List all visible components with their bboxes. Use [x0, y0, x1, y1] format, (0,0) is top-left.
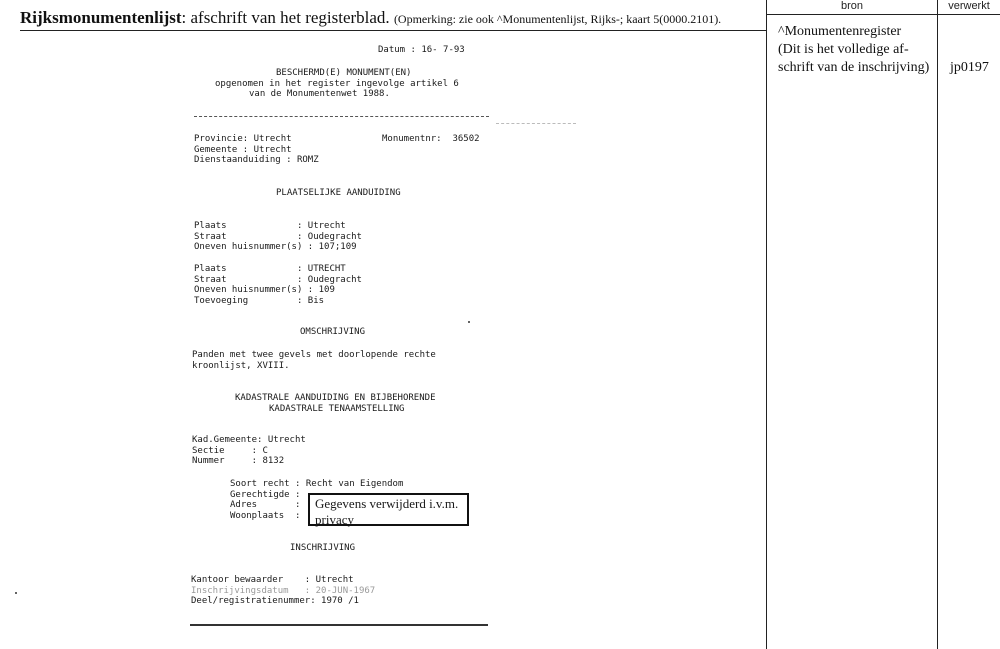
soort-recht: Soort recht : Recht van Eigendom — [230, 479, 404, 489]
inschrijving-heading: INSCHRIJVING — [290, 543, 356, 553]
bron-line: ^Monumentenregister — [778, 24, 902, 39]
bron-column-header: bron — [840, 0, 864, 12]
page-title — [20, 7, 765, 30]
gerechtigde-label: Gerechtigde : — [230, 489, 301, 500]
provincie: Provincie: Utrecht — [194, 134, 292, 144]
block1-line: Plaats : Utrecht — [194, 221, 346, 231]
scan-speck — [15, 592, 17, 594]
block1-line: Oneven huisnummer(s) : 107;109 — [194, 242, 357, 252]
bottom-separator — [190, 624, 488, 627]
bron-line: (Dit is het volledige af- — [778, 42, 909, 57]
datum: Datum : 16- 7-93 — [378, 45, 465, 55]
block2-line: Oneven huisnummer(s) : 109 — [194, 285, 335, 295]
header-divider — [20, 30, 766, 31]
separator-dashed — [194, 116, 489, 117]
column-divider-left — [766, 0, 767, 649]
column-header-divider — [766, 14, 1000, 15]
omschrijving-heading: OMSCHRIJVING — [300, 327, 366, 337]
kad-line: Nummer : 8132 — [192, 456, 285, 466]
adres-label: Adres : — [230, 500, 301, 510]
scan-speck — [468, 321, 470, 323]
block1-line: Straat : Oudegracht — [194, 231, 362, 242]
register-document — [186, 40, 586, 640]
verwerkt-column-header: verwerkt — [948, 0, 990, 12]
kadastrale-heading: KADASTRALE TENAAMSTELLING — [269, 403, 405, 414]
omschrijving-line: kroonlijst, XVIII. — [192, 360, 290, 371]
title-remark: (Opmerking: zie ook ^Monumentenlijst, Rijks-; kaart 5(0000.2101). — [393, 12, 722, 26]
bron-line: schrift van de inschrijving) — [778, 60, 930, 75]
verwerkt-value: jp0197 — [950, 60, 989, 75]
column-divider-right — [937, 0, 938, 649]
kad-line: Sectie : C — [192, 445, 268, 456]
separator-faint — [496, 123, 576, 124]
block2-line: Straat : Oudegracht — [194, 274, 362, 285]
heading-line: opgenomen in het register ingevolge artikel 6 — [215, 78, 459, 89]
heading-line: van de Monumentenwet 1988. — [249, 89, 390, 99]
deel-registratienummer: Deel/registratienummer: 1970 /1 — [191, 596, 359, 606]
block2-line: Plaats : UTRECHT — [194, 264, 346, 274]
plaatselijke-heading: PLAATSELIJKE AANDUIDING — [276, 188, 401, 198]
title-bold: Rijksmonumentenlijst — [20, 8, 182, 27]
kad-line: Kad.Gemeente: Utrecht — [192, 435, 306, 445]
kantoor-bewaarder: Kantoor bewaarder : Utrecht — [191, 575, 354, 585]
bron-text — [778, 23, 938, 77]
gemeente: Gemeente : Utrecht — [194, 144, 292, 155]
dienstaanduiding: Dienstaanduiding : ROMZ — [194, 155, 319, 165]
kadastrale-heading: KADASTRALE AANDUIDING EN BIJBEHORENDE — [235, 393, 436, 403]
inschrijvingsdatum: Inschrijvingsdatum : 20-JUN-1967 — [191, 585, 376, 596]
monumentnr: Monumentnr: 36502 — [382, 134, 480, 144]
privacy-redaction-box: Gegevens verwijderd i.v.m. privacy — [308, 493, 469, 526]
heading-line: BESCHERMD(E) MONUMENT(EN) — [276, 68, 412, 78]
block2-line: Toevoeging : Bis — [194, 295, 325, 306]
title-rest: : afschrift van het registerblad. — [181, 8, 390, 27]
omschrijving-line: Panden met twee gevels met doorlopende rechte — [192, 350, 436, 360]
woonplaats-label: Woonplaats : — [230, 510, 301, 521]
